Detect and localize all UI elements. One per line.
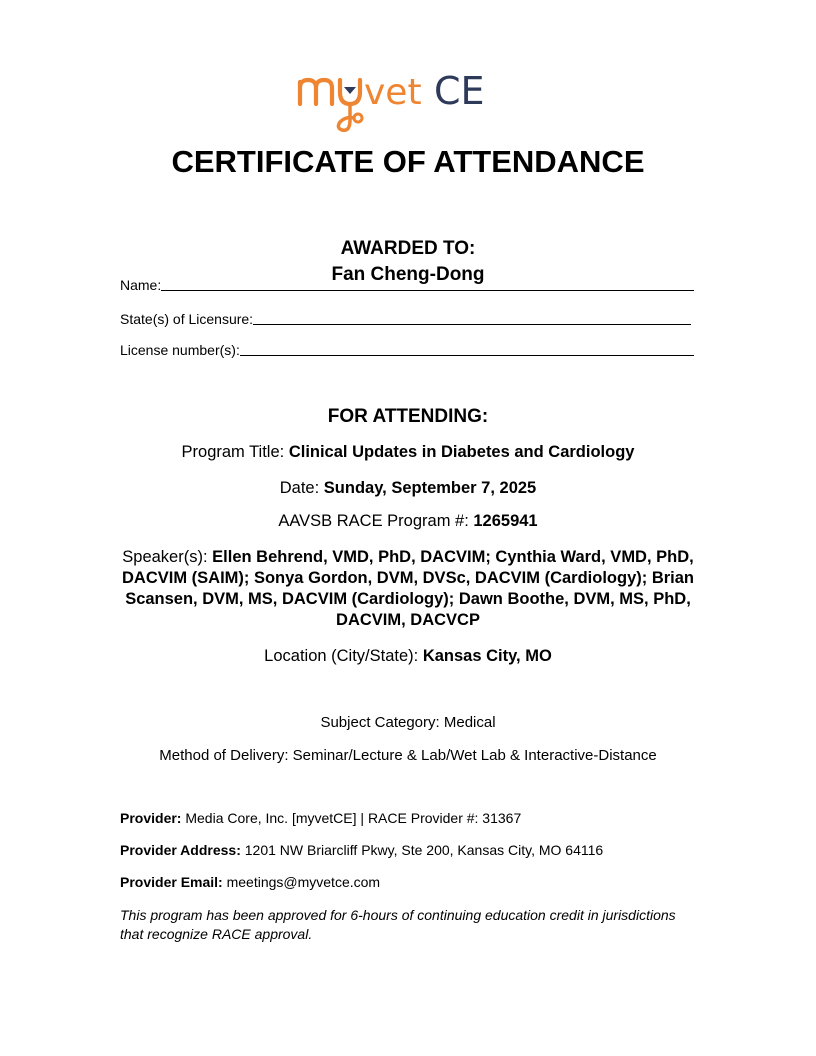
- provider-value: Media Core, Inc. [myvetCE] | RACE Provider #: 31367: [181, 810, 522, 826]
- provider-label: Provider:: [120, 810, 182, 826]
- name-field: [120, 276, 694, 293]
- licensure-field-label: State(s) of Licensure:: [120, 311, 254, 327]
- date-value: Sunday, September 7, 2025: [323, 479, 537, 497]
- program-title-label: Program Title:: [181, 443, 289, 461]
- race-program-label: AAVSB RACE Program #:: [278, 512, 474, 530]
- license-number-field-line: [240, 341, 694, 356]
- approval-note: This program has been approved for 6-hours of continuing education credit in jurisdictions that recognize RACE approval.: [120, 907, 676, 942]
- subject-category: Subject Category: Medical: [320, 714, 496, 731]
- location-line: [100, 647, 716, 666]
- race-program-number: 1265941: [473, 512, 538, 530]
- program-title-value: Clinical Updates in Diabetes and Cardiology: [288, 443, 635, 461]
- stethoscope-tube-icon: [338, 104, 354, 130]
- location-label: Location (City/State):: [264, 647, 423, 665]
- logo-text-vet: vet: [364, 72, 422, 113]
- certificate-title: CERTIFICATE OF ATTENDANCE: [171, 144, 645, 179]
- speakers-value: Ellen Behrend, VMD, PhD, DACVIM; Cynthia Ward, VMD, PhD, DACVIM (SAIM); Sonya Gordon, DVM, DVSc, DACVIM (Cardiology); Brian Scansen, DVM, MS, DACVIM (Cardiology); Dawn Boothe, DVM, MS, PhD, DACVIM, DACVCP: [121, 548, 694, 629]
- race-program-line: [100, 512, 716, 531]
- provider-address-line: [120, 842, 720, 858]
- for-attending-heading: FOR ATTENDING:: [327, 406, 489, 427]
- provider-address-value: 1201 NW Briarcliff Pkwy, Ste 200, Kansas City, MO 64116: [240, 842, 604, 858]
- recipient-name: Fan Cheng-Dong: [331, 264, 485, 285]
- licensure-field: [120, 310, 691, 327]
- speakers-block: [110, 547, 706, 631]
- provider-address-label: Provider Address:: [120, 842, 241, 858]
- program-title-line: [100, 443, 716, 462]
- date-label: Date:: [279, 479, 324, 497]
- logo-graphic: [296, 60, 526, 140]
- logo-text-ce: CE: [434, 69, 485, 113]
- location-value: Kansas City, MO: [422, 647, 552, 665]
- provider-line: [120, 810, 720, 826]
- logo-letter-m: [300, 80, 332, 104]
- stethoscope-chestpiece-icon: [354, 114, 362, 122]
- provider-email-label: Provider Email:: [120, 874, 223, 890]
- awarded-to-heading: AWARDED TO:: [340, 238, 476, 259]
- date-line: [100, 479, 716, 498]
- licensure-field-line: [253, 310, 691, 325]
- stethoscope-heart-icon: [344, 87, 356, 94]
- license-number-field-label: License number(s):: [120, 342, 240, 358]
- provider-email-line: [120, 874, 720, 890]
- name-field-label: Name:: [120, 277, 162, 293]
- license-number-field: [120, 341, 694, 358]
- method-of-delivery: Method of Delivery: Seminar/Lecture & Lab/Wet Lab & Interactive-Distance: [159, 747, 657, 764]
- provider-email-value: meetings@myvetce.com: [222, 874, 381, 890]
- speakers-label: Speaker(s):: [122, 548, 213, 566]
- name-field-line: [161, 276, 694, 291]
- myvetce-logo: [296, 60, 526, 140]
